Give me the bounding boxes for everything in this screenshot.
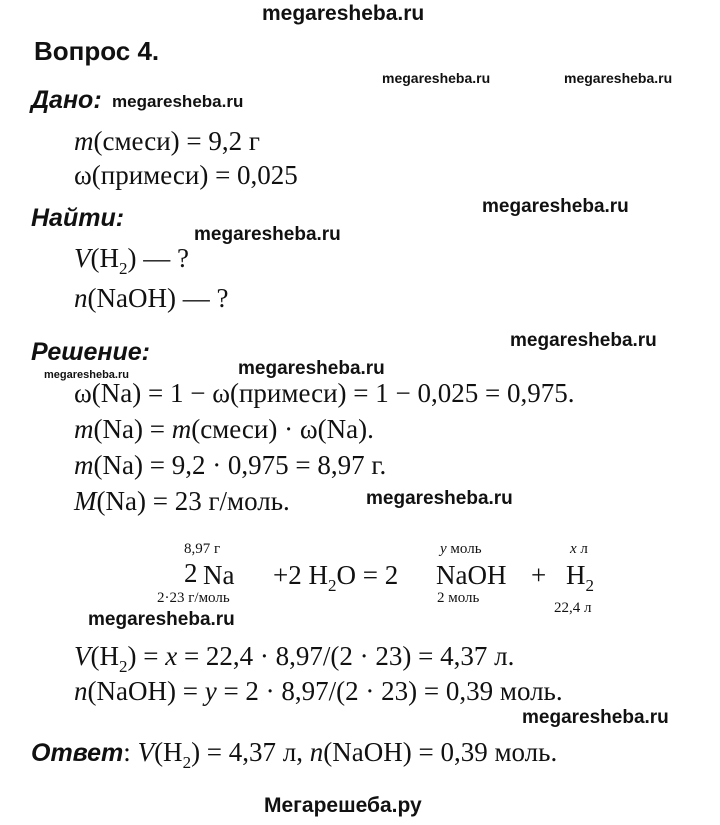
answer-text: $V(H_2) = 4,37$ л, n(NaOH) = 0,39 моль. (137, 737, 558, 772)
solution-line-1: ω(Na) = 1 − ω(примеси) = 1 − 0,025 = 0,975. (74, 378, 575, 408)
watermark: megaresheba.ru (238, 358, 385, 379)
calc-amount-naoh: n(NaOH) = y = 2 · 8,97/(2 · 23) = 0,39 моль. (74, 676, 563, 706)
naoh-moles-annotation: 2 моль (437, 590, 480, 606)
plus-sign: + (531, 560, 547, 590)
na-mass-annotation: 8,97 г (184, 541, 221, 557)
h2-formula: $H_2$ (566, 560, 594, 595)
naoh-amount-annotation: y моль (440, 541, 482, 557)
naoh-formula: NaOH (436, 560, 507, 590)
watermark: megaresheba.ru (522, 707, 669, 728)
given-mass-mixture: m(смеси) = 9,2 г (74, 126, 260, 156)
na-formula: Na (203, 560, 235, 590)
watermark: megaresheba.ru (88, 609, 235, 630)
watermark: megaresheba.ru (44, 369, 129, 381)
watermark: megaresheba.ru (194, 224, 341, 245)
watermark: megaresheba.ru (366, 488, 513, 509)
na-molar-annotation: 2·23 г/моль (157, 590, 230, 606)
solution-line-3: m(Na) = 9,2 · 0,975 = 8,97 г. (74, 450, 387, 480)
h2-molar-volume-annotation: 22,4 л (554, 600, 592, 616)
answer-line: Ответ: $V(H_2) = 4,37$ л, n(NaOH) = 0,39 моль. (31, 737, 558, 772)
watermark: megaresheba.ru (482, 196, 629, 217)
question-title: Вопрос 4. (34, 36, 160, 66)
watermark: megaresheba.ru (382, 70, 491, 86)
solution-line-2: m(Na) = m(смеси) · ω(Na). (74, 414, 374, 444)
find-amount-naoh: n(NaOH) — ? (74, 283, 229, 313)
watermark-top: megaresheba.ru (262, 2, 425, 25)
solution-line-4: M(Na) = 23 г/моль. (74, 486, 290, 516)
watermark: megaresheba.ru (112, 92, 244, 111)
find-label: Найти: (31, 204, 125, 232)
h2-volume-annotation: x л (570, 541, 588, 557)
answer-label: Ответ (31, 739, 124, 767)
watermark-bottom: Мегарешеба.ру (264, 794, 422, 817)
calc-volume-h2: $V(H_2) = x = 22,4 \cdot 8,97/(2 \cdot 23) = 4,37$ л. (74, 641, 515, 676)
watermark: megaresheba.ru (510, 330, 657, 351)
given-label: Дано: (31, 86, 102, 114)
given-impurity-fraction: ω(примеси) = 0,025 (74, 160, 298, 190)
na-coefficient: 2 (184, 558, 198, 588)
water-term: +2 $H_2O = 2$ (273, 560, 399, 595)
watermark: megaresheba.ru (564, 70, 673, 86)
find-volume-h2: $V(H_2)$ — ? (74, 243, 189, 278)
solution-label: Решение: (31, 338, 150, 366)
